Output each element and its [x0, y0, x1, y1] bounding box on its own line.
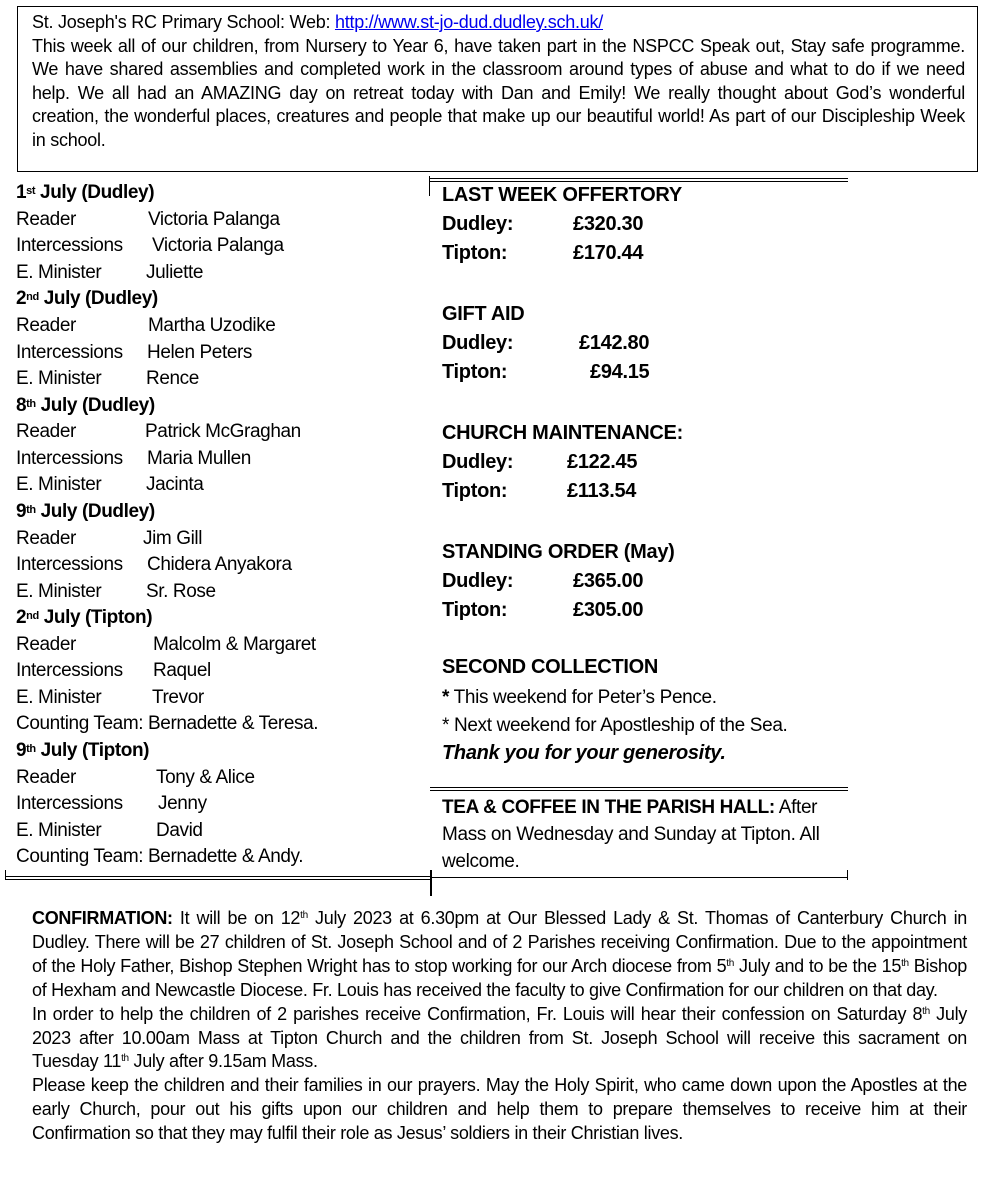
rota-row — [16, 233, 426, 260]
divider — [430, 178, 848, 179]
rota-role: Intercessions — [16, 235, 123, 257]
rota-person: Martha Uzodike — [148, 315, 276, 337]
divider — [847, 870, 848, 880]
standing-order-title: STANDING ORDER (May) — [442, 541, 675, 563]
thanks-note: Thank you for your generosity. — [442, 742, 726, 764]
amount: £320.30 — [573, 213, 644, 235]
rota-row — [16, 472, 426, 499]
offertory-tipton: Tipton: £170.44 — [442, 242, 644, 264]
rota-person: Victoria Palanga — [148, 208, 280, 230]
tea-coffee-title: TEA & COFFEE IN THE PARISH HALL: — [442, 797, 775, 818]
second-collection-line: * Next weekend for Apostleship of the Sea. — [442, 715, 788, 736]
standing-order-tipton: Tipton: £305.00 — [442, 599, 644, 621]
confirmation-paragraph: CONFIRMATION: It will be on 12th July 2023 at 6.30pm at Our Blessed Lady & St. Thomas of Canterbury Church in Dudley. There will be 27 children of St. Joseph School and of 2 Parishes receiving Confirmation. Due to the appointment of the Holy Father, Bishop Stephen Wright has to stop working for our Arch diocese from 5th July and to be the 15th Bishop of Hexham and Newcastle Diocese. Fr. Louis has received the faculty to give Confirmation for our children on that day. — [32, 908, 967, 1000]
rota-date-heading: 8th July (Dudley) — [16, 394, 155, 416]
rota-role: Intercessions — [16, 793, 123, 815]
rota-person: Maria Mullen — [147, 447, 251, 469]
divider — [429, 176, 430, 196]
rota-role: E. Minister — [16, 368, 102, 390]
rota-row — [16, 765, 426, 792]
rota-person: Raquel — [153, 660, 211, 682]
rota-role: Intercessions — [16, 447, 123, 469]
gift-aid-dudley: Dudley: £142.80 — [442, 332, 650, 354]
offertory-title: LAST WEEK OFFERTORY — [442, 184, 682, 206]
rota-row — [16, 658, 426, 685]
rota-person: Sr. Rose — [146, 580, 216, 602]
rota-row — [16, 419, 426, 446]
rota-person: Malcolm & Margaret — [153, 633, 316, 655]
rota-role: E. Minister — [16, 819, 102, 841]
rota-role: Reader — [16, 315, 76, 337]
amount: £142.80 — [579, 332, 650, 354]
amount: £305.00 — [573, 599, 644, 621]
amount: £170.44 — [573, 242, 644, 264]
maintenance-title: CHURCH MAINTENANCE: — [442, 422, 683, 444]
divider — [5, 876, 430, 877]
confirmation-notice — [32, 907, 967, 1146]
rota-row — [16, 818, 426, 845]
rota-person: Helen Peters — [147, 341, 253, 363]
divider — [5, 879, 430, 880]
offertory-dudley: Dudley: £320.30 — [442, 213, 644, 235]
second-collection-title: SECOND COLLECTION — [442, 656, 659, 678]
rota-role: Intercessions — [16, 660, 123, 682]
amount: £113.54 — [567, 480, 637, 502]
rota-person: Rence — [146, 368, 199, 390]
rota-date-heading: 2nd July (Tipton) — [16, 607, 153, 629]
rota-row — [16, 313, 426, 340]
standing-order-dudley: Dudley: £365.00 — [442, 570, 644, 592]
rota-person: Trevor — [152, 686, 204, 708]
rota-row — [16, 340, 426, 367]
counting-team: Counting Team: Bernadette & Teresa. — [16, 713, 319, 735]
counting-team: Counting Team: Bernadette & Andy. — [16, 846, 304, 868]
school-name: St. Joseph's RC Primary School: Web: — [32, 12, 335, 32]
rota-role: Intercessions — [16, 341, 123, 363]
rota-role: Reader — [16, 421, 76, 443]
divider — [430, 787, 848, 788]
school-notice-box — [17, 6, 978, 172]
rota-row — [16, 632, 426, 659]
confirmation-paragraph: In order to help the children of 2 parishes receive Confirmation, Fr. Louis will hear their confession on Saturday 8th July 2023 after 10.00am Mass at Tipton Church and the children from St. Joseph School will receive this sacrament on Tuesday 11th July after 9.15am Mass. — [32, 1003, 967, 1072]
gift-aid-title: GIFT AID — [442, 303, 525, 325]
rota-role: Reader — [16, 208, 76, 230]
rota-row — [16, 526, 426, 553]
rota-person: Jenny — [158, 793, 207, 815]
divider — [5, 870, 6, 880]
rota-role: E. Minister — [16, 580, 102, 602]
confirmation-paragraph: Please keep the children and their families in our prayers. May the Holy Spirit, who came down upon the Apostles at the early Church, pour out his gifts upon our children and help them to prepare themselves to receive him at their Confirmation so that they may fulfil their role as Jesus’ soldiers in their Christian lives. — [32, 1075, 967, 1144]
rota-row — [16, 791, 426, 818]
rota-person: David — [156, 819, 203, 841]
divider — [432, 877, 848, 878]
rota-role: E. Minister — [16, 261, 102, 283]
rota-role: Intercessions — [16, 554, 123, 576]
amount: £365.00 — [573, 570, 644, 592]
rota-row — [16, 260, 426, 287]
rota-role: Reader — [16, 766, 76, 788]
amount: £122.45 — [567, 451, 638, 473]
second-collection-line: * This weekend for Peter’s Pence. — [442, 687, 717, 708]
ministry-rota — [16, 180, 426, 871]
divider — [430, 181, 848, 182]
school-notice-text: This week all of our children, from Nursery to Year 6, have taken part in the NSPCC Speak out, Stay safe programme. We have shared assemblies and completed work in the classroom around types of abuse and what to do if we need help. We all had an AMAZING day on retreat today with Dan and Emily! We really thought about God’s wonderful creation, the wonderful places, creatures and people that make up our beautiful world! As part of our Discipleship Week in school. — [32, 35, 965, 150]
divider — [430, 870, 432, 896]
rota-person: Victoria Palanga — [152, 235, 284, 257]
rota-person: Chidera Anyakora — [147, 554, 292, 576]
rota-person: Tony & Alice — [156, 766, 255, 788]
rota-role: Reader — [16, 527, 76, 549]
tea-coffee-text: After Mass on Wednesday and Sunday at Tipton. All welcome. — [442, 797, 820, 872]
confirmation-title: CONFIRMATION: — [32, 908, 173, 928]
rota-row — [16, 685, 426, 712]
rota-row — [16, 552, 426, 579]
rota-date-heading: 9th July (Tipton) — [16, 739, 150, 761]
school-header — [32, 11, 965, 35]
rota-role: Reader — [16, 633, 76, 655]
maintenance-tipton: Tipton: £113.54 — [442, 480, 637, 502]
rota-role: E. Minister — [16, 686, 102, 708]
rota-row — [16, 366, 426, 393]
rota-role: E. Minister — [16, 474, 102, 496]
divider — [430, 790, 848, 791]
rota-row — [16, 579, 426, 606]
rota-person: Jim Gill — [143, 527, 203, 549]
rota-person: Jacinta — [146, 474, 204, 496]
tea-coffee-notice — [442, 794, 842, 875]
gift-aid-tipton: Tipton: £94.15 — [442, 361, 650, 383]
maintenance-dudley: Dudley: £122.45 — [442, 451, 638, 473]
rota-date-heading: 1st July (Dudley) — [16, 182, 155, 203]
school-website-link[interactable]: http://www.st-jo-dud.dudley.sch.uk/ — [334, 12, 604, 32]
rota-person: Juliette — [146, 261, 204, 283]
rota-row — [16, 207, 426, 234]
rota-row — [16, 446, 426, 473]
rota-date-heading: 9th July (Dudley) — [16, 500, 155, 522]
rota-person: Patrick McGraghan — [145, 421, 301, 443]
rota-date-heading: 2nd July (Dudley) — [16, 288, 158, 310]
amount: £94.15 — [590, 361, 650, 383]
